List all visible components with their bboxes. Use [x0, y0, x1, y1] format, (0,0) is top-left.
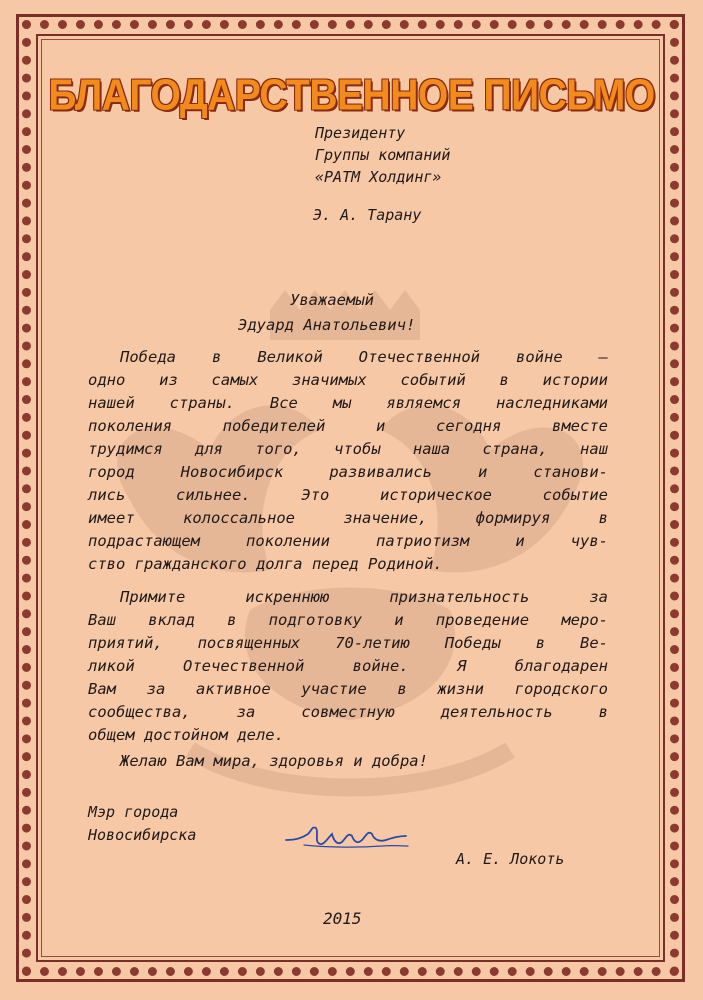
- paragraph-2-line: ликой Отечественной войне. Я благодарен: [88, 657, 608, 675]
- paragraph-2-line: общем достойном деле.: [88, 726, 284, 744]
- paragraph-2-line: сообщества, за совместную деятельность в: [88, 703, 608, 721]
- paragraph-1-line: город Новосибирск развивались и станови-: [88, 463, 608, 481]
- greeting-line-2: Эдуард Анатольевич!: [238, 316, 416, 334]
- addressee-name: Э. А. Тарану: [313, 206, 422, 224]
- letter-year: 2015: [323, 909, 362, 928]
- addressee-line-1: Президенту: [315, 124, 406, 142]
- paragraph-1-line: подрастающем поколении патриотизм и чув-: [88, 532, 608, 550]
- sender-name: А. Е. Локоть: [456, 850, 565, 868]
- paragraph-1-line: имеет колоссальное значение, формируя в: [88, 509, 608, 527]
- paragraph-2-line: Примите искреннюю признательность за: [120, 588, 608, 606]
- sender-position-line-1: Мэр города: [88, 803, 179, 821]
- handwritten-signature: [282, 818, 412, 854]
- addressee-line-2: Группы компаний: [315, 146, 451, 164]
- greeting-line-1: Уважаемый: [290, 291, 374, 309]
- paragraph-1-line: трудимся для того, чтобы наша страна, наш: [88, 440, 608, 458]
- sender-position-line-2: Новосибирска: [88, 826, 197, 844]
- paragraph-1-line: ство гражданского долга перед Родиной.: [88, 555, 443, 573]
- closing-wish: Желаю Вам мира, здоровья и добра!: [120, 752, 428, 770]
- paragraph-2-line: Вам за активное участие в жизни городского: [88, 680, 608, 698]
- paragraph-1-line: Победа в Великой Отечественной войне –: [120, 348, 608, 366]
- paragraph-1-line: лись сильнее. Это историческое событие: [88, 486, 608, 504]
- paragraph-1-line: нашей страны. Все мы являемся наследниками: [88, 394, 608, 412]
- paragraph-1-line: поколения победителей и сегодня вместе: [88, 417, 608, 435]
- paragraph-2-line: Ваш вклад в подготовку и проведение меро-: [88, 611, 608, 629]
- paragraph-1: [88, 346, 608, 576]
- paragraph-2: [88, 586, 608, 747]
- paragraph-2-line: приятий, посвященных 70-летию Победы в Ве-: [88, 634, 608, 652]
- addressee-line-3: «РАТМ Холдинг»: [315, 168, 442, 186]
- paragraph-1-line: одно из самых значимых событий в истории: [88, 371, 608, 389]
- letter-title: БЛАГОДАРСТВЕННОЕ ПИСЬМО: [48, 71, 655, 120]
